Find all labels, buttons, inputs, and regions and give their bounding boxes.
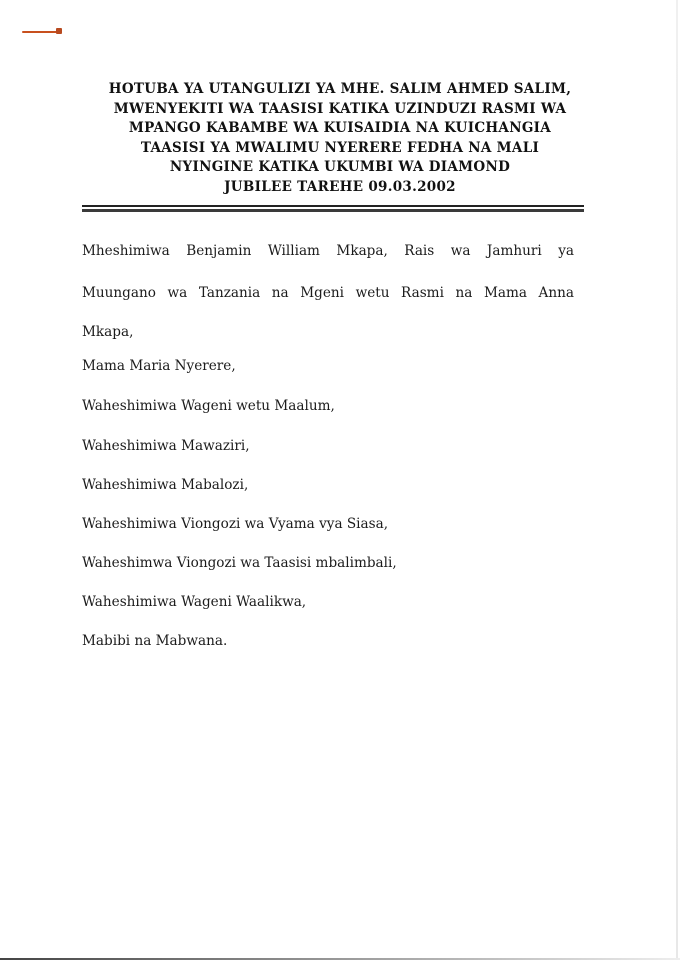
salutation-line: Muungano wa Tanzania na Mgeni wetu Rasmi na Mama Anna	[82, 285, 574, 301]
salutation-line: Waheshimiwa Viongozi wa Vyama vya Siasa,	[82, 516, 389, 532]
title-divider	[82, 205, 584, 213]
title-line-5: NYINGINE KATIKA UKUMBI WA DIAMOND	[169, 159, 511, 175]
divider-line-bottom	[82, 209, 584, 212]
speech-title	[70, 80, 610, 197]
salutation-line: Mheshimiwa Benjamin William Mkapa, Rais wa Jamhuri ya	[82, 243, 574, 259]
salutation-line: Waheshimiwa Mawaziri,	[82, 438, 250, 454]
page-edge-right	[676, 0, 678, 960]
salutation-line: Mama Maria Nyerere,	[82, 358, 236, 374]
salutation-line: Waheshimiwa Wageni Waalikwa,	[82, 594, 307, 610]
divider-line-top	[82, 205, 584, 207]
title-line-1: HOTUBA YA UTANGULIZI YA MHE. SALIM AHMED SALIM,	[108, 81, 572, 97]
title-line-6: JUBILEE TAREHE 09.03.2002	[224, 178, 456, 195]
scan-mark-dot	[56, 28, 62, 34]
scan-mark-stroke	[22, 31, 58, 33]
title-line-4: TAASISI YA MWALIMU NYERERE FEDHA NA MALI	[140, 139, 540, 156]
salutation-line: Waheshimiwa Mabalozi,	[82, 477, 249, 493]
salutation-line: Mkapa,	[82, 324, 134, 340]
scan-artifact-mark	[22, 28, 66, 38]
salutation-line: Waheshimiwa Wageni wetu Maalum,	[82, 398, 335, 414]
title-line-2: MWENYEKITI WA TAASISI KATIKA UZINDUZI RASMI WA	[113, 100, 567, 117]
salutation-line: Mabibi na Mabwana.	[82, 633, 228, 649]
salutation-line: Waheshimwa Viongozi wa Taasisi mbalimbali,	[82, 555, 397, 571]
title-line-3: MPANGO KABAMBE WA KUISAIDIA NA KUICHANGIA	[128, 120, 552, 136]
